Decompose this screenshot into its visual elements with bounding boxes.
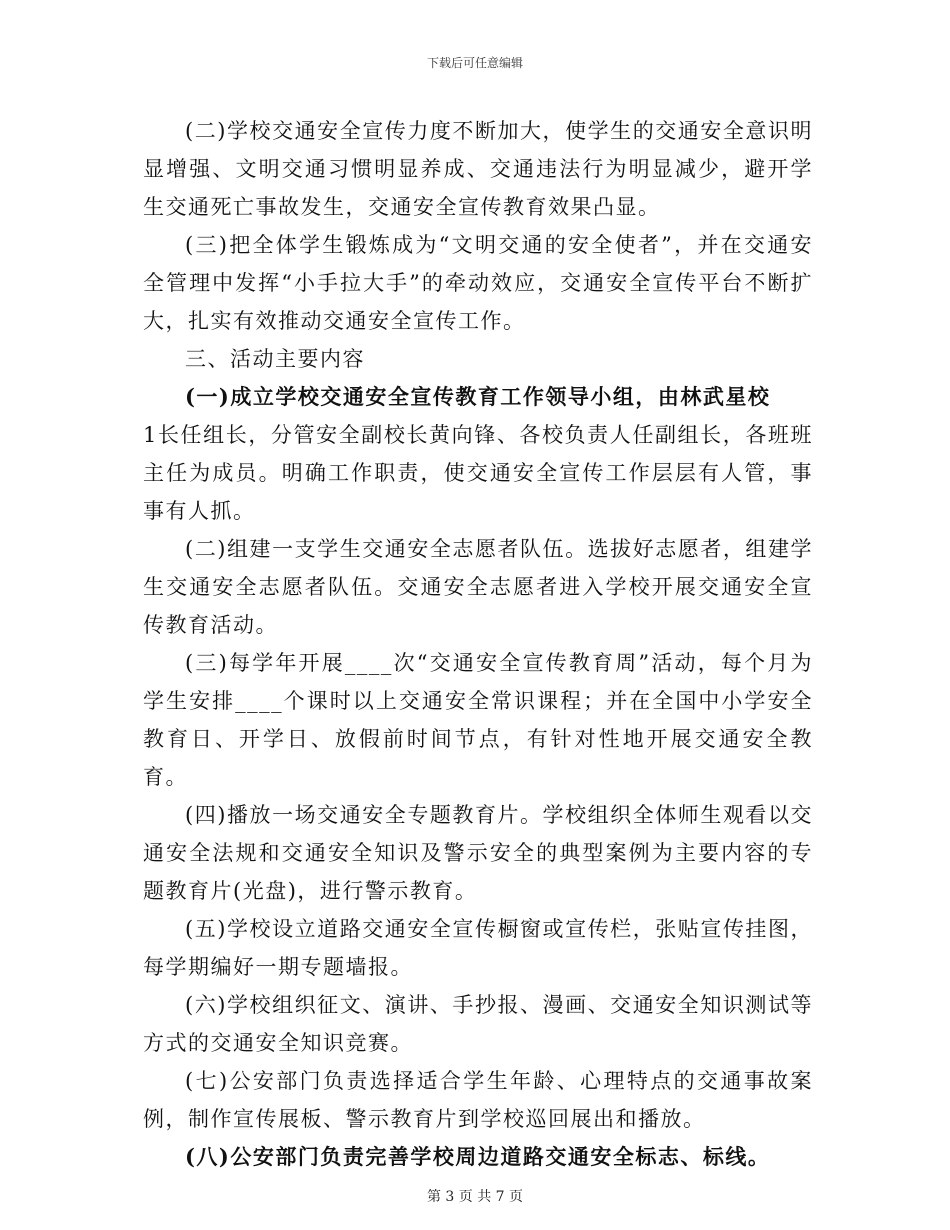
- document-body: [143, 112, 813, 1176]
- page-header: 下载后可任意编辑: [426, 56, 523, 70]
- heading-item-8: (八)公安部门负责完善学校周边道路交通安全标志、标线。: [185, 1144, 771, 1169]
- paragraph-item-5: (五)学校设立道路交通安全宣传橱窗或宣传栏，张贴宣传挂图，每学期编好一期专题墙报。: [143, 917, 813, 979]
- heading-item-1: (一)成立学校交通安全宣传教育工作领导小组，由林武星校: [185, 384, 771, 409]
- paragraph-item-3: (三)每学年开展____次“交通安全宣传教育周”活动，每个月为学生安排____个课时以上交通安全常识课程；并在全国中小学安全教育日、开学日、放假前时间节点，有针对性地开展交通安全教育。: [143, 651, 813, 789]
- paragraph-goal-2: (二)学校交通安全宣传力度不断加大，使学生的交通安全意识明显增强、文明交通习惯明显养成、交通违法行为明显减少，避开学生交通死亡事故发生，交通安全宣传教育效果凸显。: [143, 119, 813, 219]
- paragraph-item-2: (二)组建一支学生交通安全志愿者队伍。选拔好志愿者，组建学生交通安全志愿者队伍。交通安全志愿者进入学校开展交通安全宣传教育活动。: [143, 537, 813, 637]
- section-title-activities: 三、活动主要内容: [185, 347, 365, 371]
- paragraph-item-7: (七)公安部门负责选择适合学生年龄、心理特点的交通事故案例，制作宣传展板、警示教育片到学校巡回展出和播放。: [143, 1069, 813, 1131]
- paragraph-item-4: (四)播放一场交通安全专题教育片。学校组织全体师生观看以交通安全法规和交通安全知识及警示安全的典型案例为主要内容的专题教育片(光盘)，进行警示教育。: [143, 803, 813, 903]
- paragraph-item-6: (六)学校组织征文、演讲、手抄报、漫画、交通安全知识测试等方式的交通安全知识竞赛。: [143, 993, 813, 1055]
- paragraph-item-1-cont: 1长任组长，分管安全副校长黄向锋、各校负责人任副组长，各班班主任为成员。明确工作职责，使交通安全宣传工作层层有人管，事事有人抓。: [143, 423, 813, 523]
- paragraph-goal-3: (三)把全体学生锻炼成为“文明交通的安全使者”，并在交通安全管理中发挥“小手拉大手”的牵动效应，交通安全宣传平台不断扩大，扎实有效推动交通安全宣传工作。: [143, 233, 813, 333]
- page-number: 第 3 页 共 7 页: [426, 1189, 524, 1205]
